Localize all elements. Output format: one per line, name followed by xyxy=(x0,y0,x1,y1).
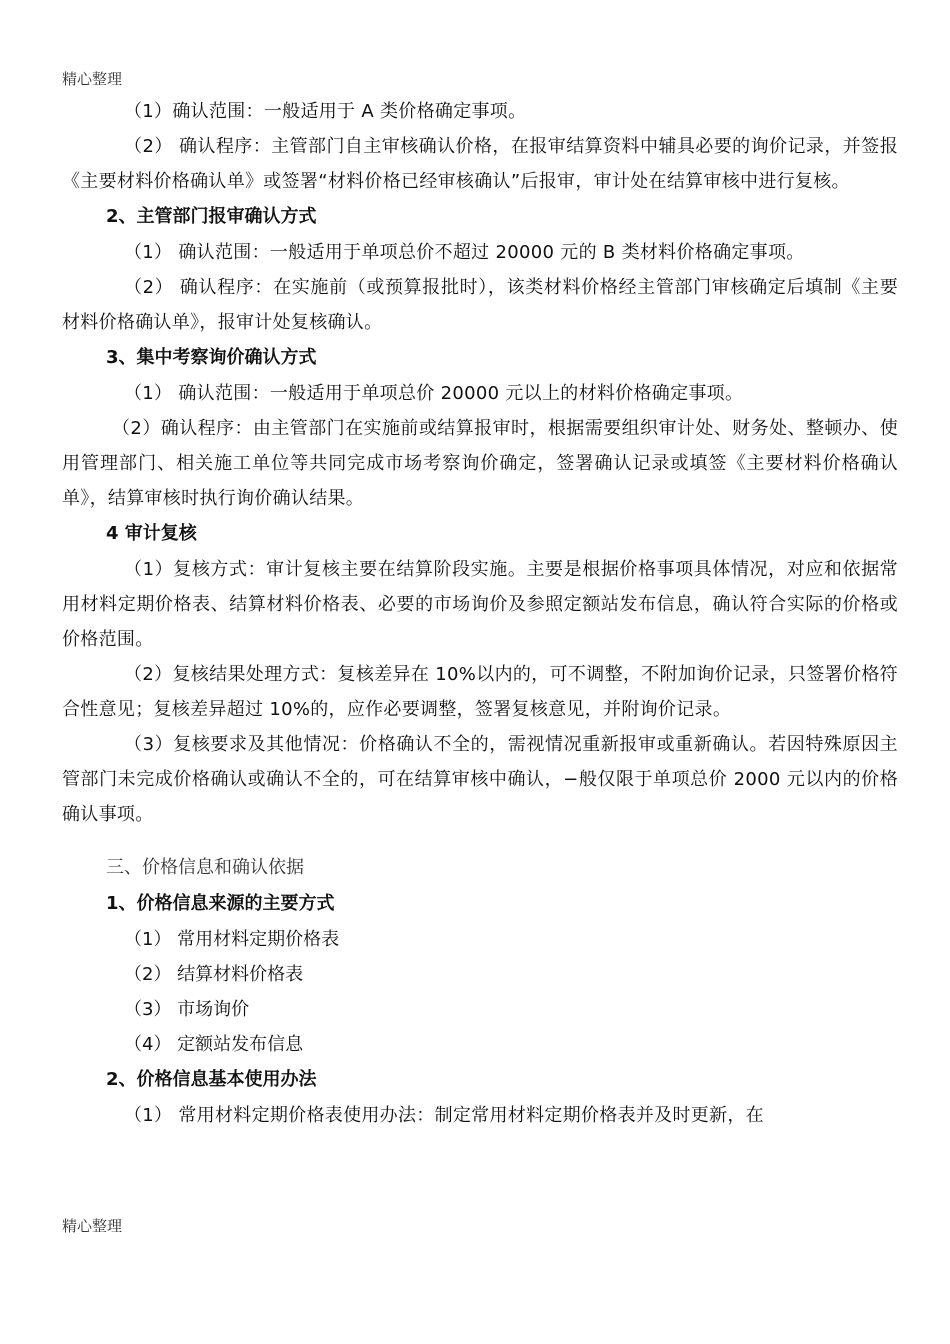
page-header-note: 精心整理 xyxy=(62,70,123,88)
heading-centralized-inquiry: 3、集中考察询价确认方式 xyxy=(106,347,317,368)
heading-audit-review: 4 审计复核 xyxy=(106,523,197,544)
section-title-price-info: 三、价格信息和确认依据 xyxy=(106,857,304,878)
heading-info-usage: 2、价格信息基本使用办法 xyxy=(106,1069,317,1090)
paragraph-procedure-b: （2） 确认程序：在实施前（或预算报批时），该类材料价格经主管部门审核确定后填制《主要材料价格确认单》，报审计处复核确认。 xyxy=(62,277,898,333)
paragraph-review-requirements: （3）复核要求及其他情况：价格确认不全的，需视情况重新报审或重新确认。若因特殊原因主管部门未完成价格确认或确认不全的，可在结算审核中确认，−般仅限于单项总价 2000 元以内的价格确认事项。 xyxy=(62,734,898,825)
list-item: （3） 市场询价 xyxy=(124,999,250,1020)
heading-department-review: 2、主管部门报审确认方式 xyxy=(106,206,317,227)
list-item: （2） 结算材料价格表 xyxy=(124,964,304,985)
document-body xyxy=(62,94,898,1133)
paragraph-usage-periodic-table: （1） 常用材料定期价格表使用办法：制定常用材料定期价格表并及时更新，在 xyxy=(124,1105,764,1126)
paragraph-scope-c: （1） 确认范围：一般适用于单项总价 20000 元以上的材料价格确定事项。 xyxy=(124,383,744,404)
paragraph-scope-a: （1）确认范围：一般适用于 A 类价格确定事项。 xyxy=(124,101,527,122)
paragraph-procedure-a: （2） 确认程序：主管部门自主审核确认价格，在报审结算资料中辅具必要的询价记录，并签报《主要材料价格确认单》或签署“材料价格已经审核确认”后报审，审计处在结算审核中进行复核。 xyxy=(62,136,898,192)
list-item: （1） 常用材料定期价格表 xyxy=(124,929,340,950)
paragraph-scope-b: （1） 确认范围：一般适用于单项总价不超过 20000 元的 B 类材料价格确定事项。 xyxy=(124,242,805,263)
paragraph-procedure-c: （2）确认程序：由主管部门在实施前或结算报审时，根据需要组织审计处、财务处、整顿办、使用管理部门、相关施工单位等共同完成市场考察询价确定，签署确认记录或填签《主要材料价格确认单》，结算审核时执行询价确认结果。 xyxy=(62,418,898,509)
heading-info-sources: 1、价格信息来源的主要方式 xyxy=(106,893,335,914)
paragraph-review-result: （2）复核结果处理方式：复核差异在 10%以内的，可不调整，不附加询价记录，只签署价格符合性意见；复核差异超过 10%的，应作必要调整，签署复核意见，并附询价记录。 xyxy=(62,664,898,720)
list-item: （4） 定额站发布信息 xyxy=(124,1034,304,1055)
section-gap xyxy=(62,832,898,850)
paragraph-review-method: （1）复核方式：审计复核主要在结算阶段实施。主要是根据价格事项具体情况，对应和依据常用材料定期价格表、结算材料价格表、必要的市场询价及参照定额站发布信息，确认符合实际的价格或价格范围。 xyxy=(62,559,898,650)
page-footer-note: 精心整理 xyxy=(62,1217,123,1235)
